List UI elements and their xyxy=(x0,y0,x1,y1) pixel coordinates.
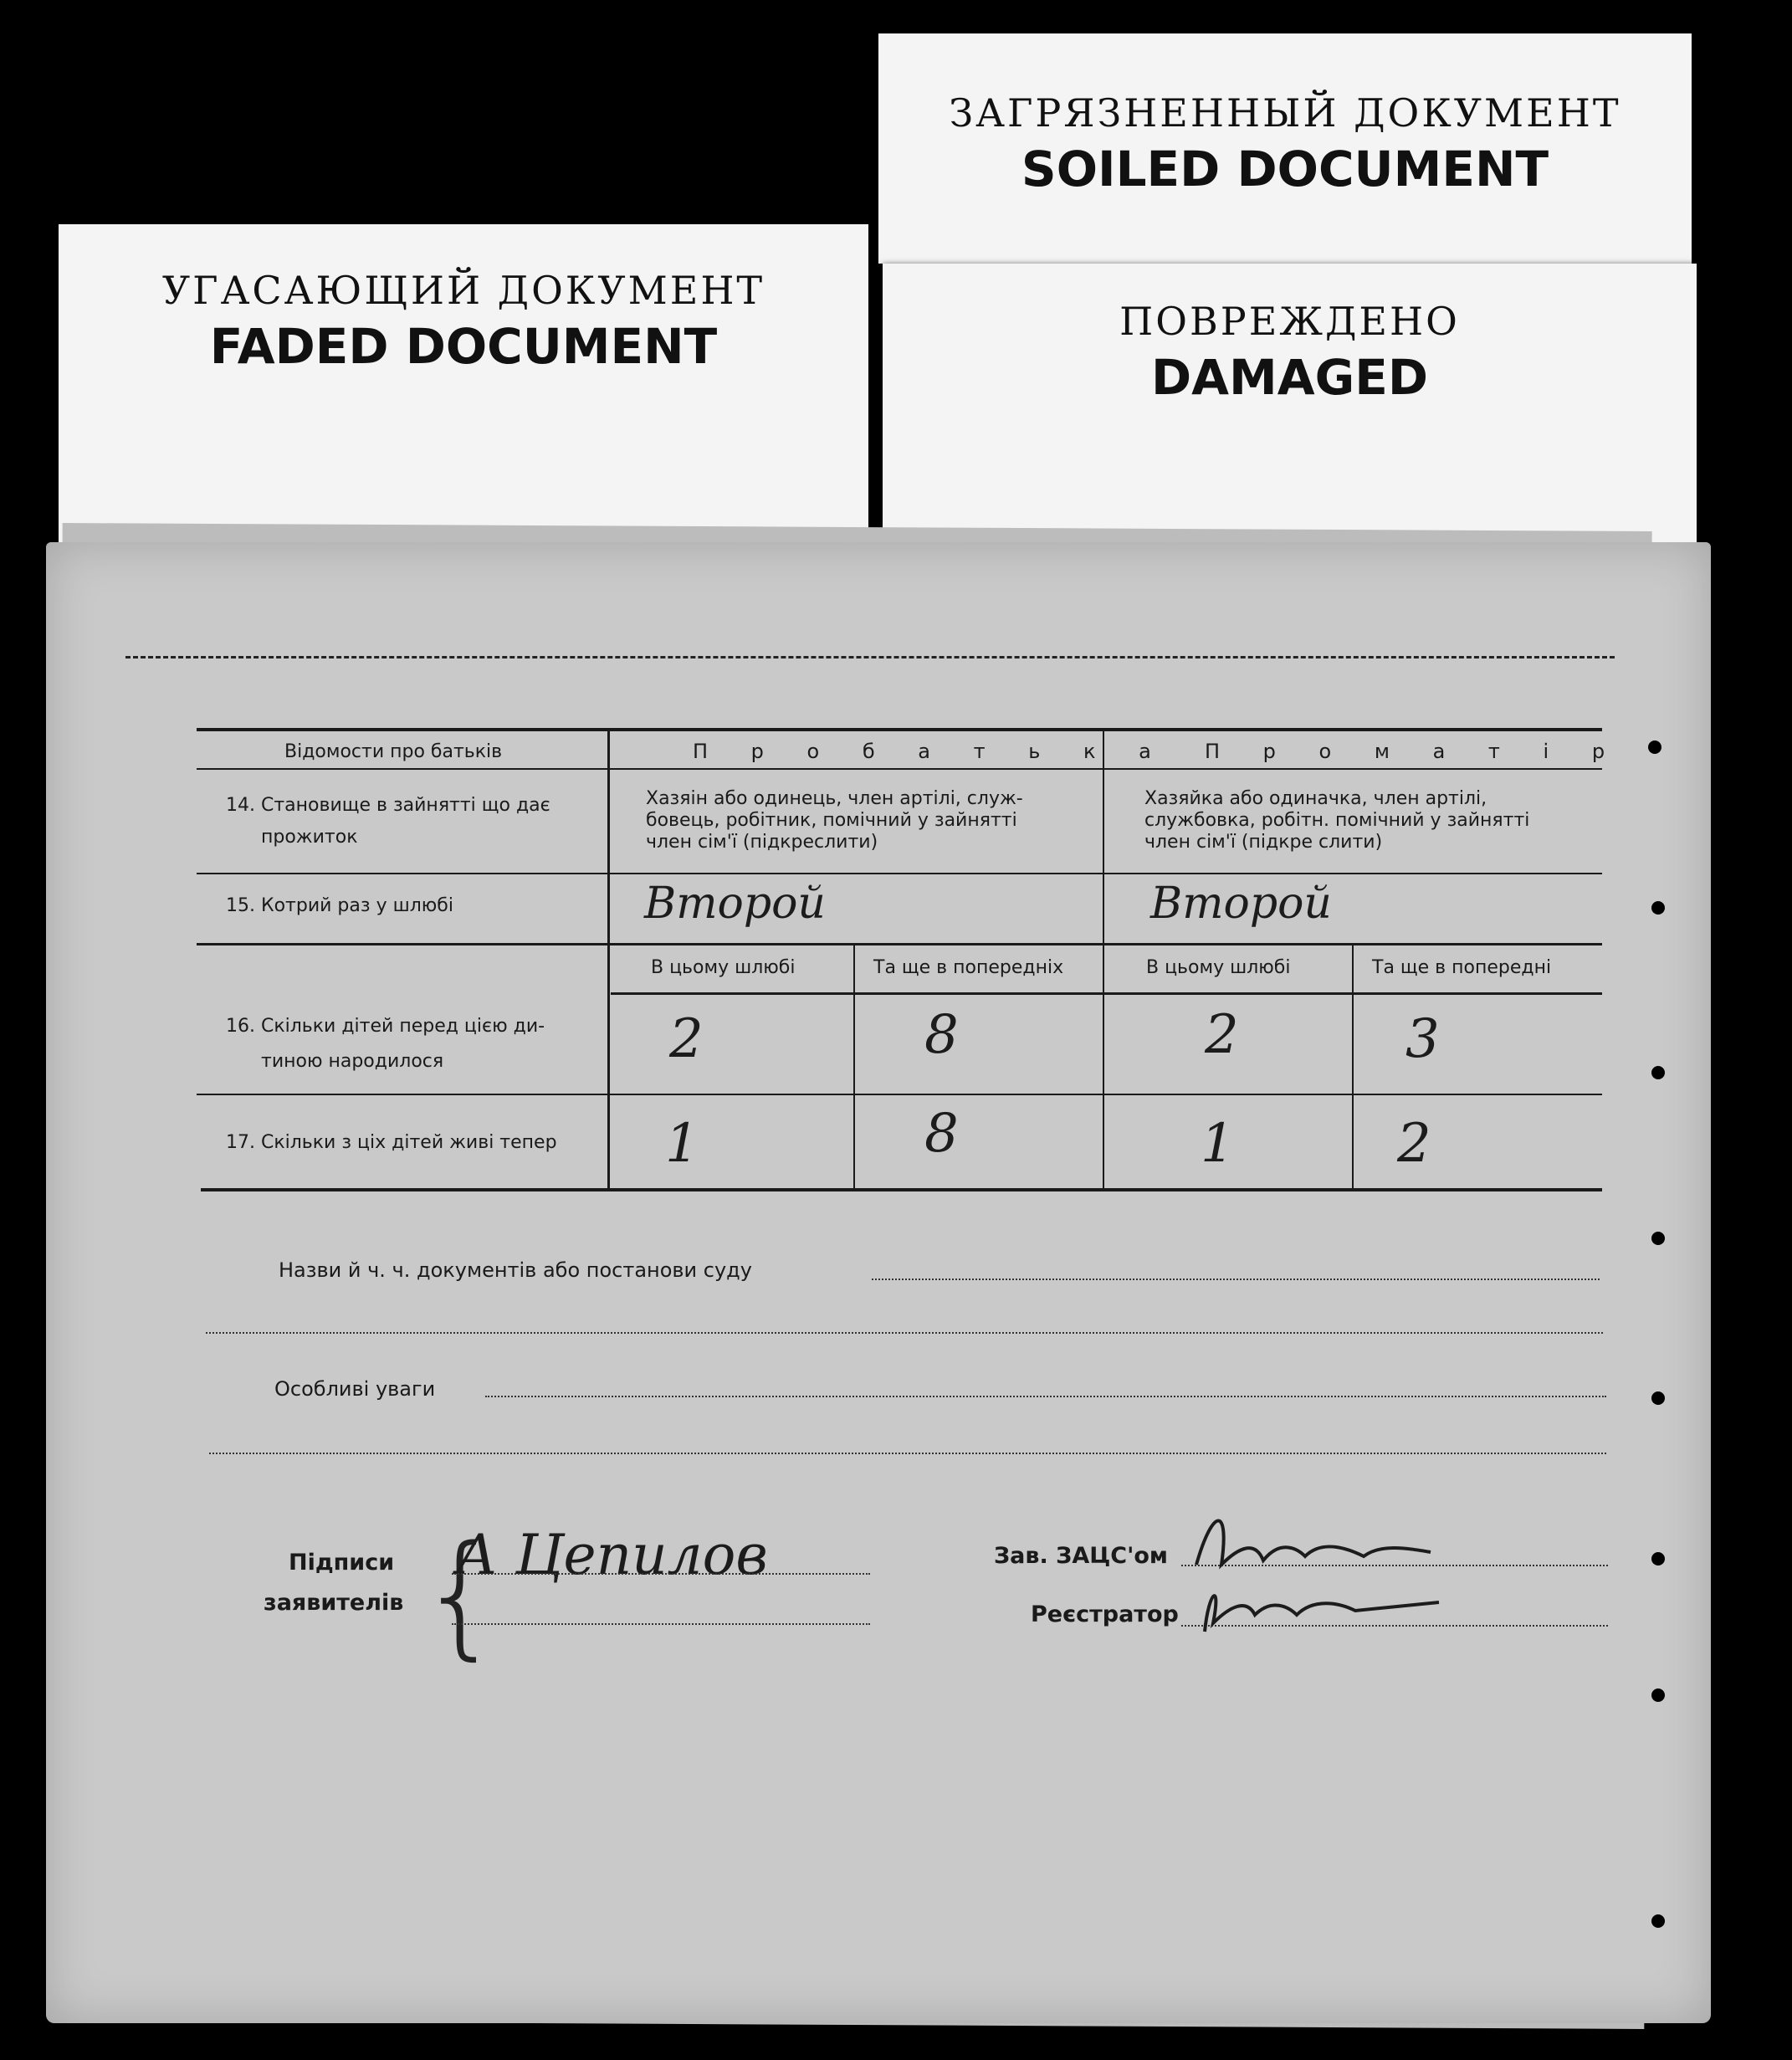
mother-marriage-count: Второй xyxy=(1150,879,1332,929)
mother-occupation-line1: Хазяйка або одиначка, член артілі, xyxy=(1144,788,1487,809)
faded-document-card xyxy=(59,224,868,559)
documents-label: Назви й ч. ч. документів або постанови суду xyxy=(279,1258,752,1282)
father-marriage-count: Второй xyxy=(644,879,826,929)
signature-brace: { xyxy=(418,1516,504,1673)
father-children-this: 2 xyxy=(669,1008,704,1070)
punch-hole xyxy=(1651,901,1665,915)
father-this-marriage-header: В цьому шлюбі xyxy=(651,957,796,978)
soiled-ru-label: ЗАГРЯЗНЕННЫЙ ДОКУМЕНТ xyxy=(949,90,1621,136)
row15-label: 15. Котрий раз у шлюбі xyxy=(226,895,453,916)
soiled-document-card xyxy=(878,33,1692,264)
perforation-line xyxy=(125,656,1615,658)
row14-label: 14. Становище в зайнятті що дає xyxy=(226,795,550,816)
damaged-ru-label: ПОВРЕЖДЕНО xyxy=(1119,299,1460,344)
faded-ru-label: УГАСАЮЩИЙ ДОКУМЕНТ xyxy=(161,268,765,313)
mother-occupation-line2: службовка, робітн. помічний у зайнятті xyxy=(1144,810,1530,831)
applicant-signature-line-2 xyxy=(452,1623,870,1625)
row15-rule xyxy=(197,943,1602,945)
registrar-label: Реєстратор xyxy=(1031,1601,1179,1627)
head-label: Зав. ЗАЦС'ом xyxy=(994,1543,1168,1569)
section-header: Відомости про батьків xyxy=(284,741,503,762)
mother-column-header: П р о м а т і р xyxy=(1205,740,1624,763)
soiled-en-label: SOILED DOCUMENT xyxy=(1021,141,1549,197)
table-bottom-rule xyxy=(201,1188,1602,1191)
mother-children-previous: 3 xyxy=(1405,1008,1440,1070)
punch-hole xyxy=(1651,1552,1665,1565)
header-rule xyxy=(197,768,1602,770)
punch-hole xyxy=(1651,1391,1665,1405)
official-signatures xyxy=(1188,1498,1456,1648)
father-living-previous: 8 xyxy=(924,1103,959,1165)
row17-label: 17. Скільки з ціх дітей живі тепер xyxy=(226,1132,557,1153)
row14-rule xyxy=(197,873,1602,874)
mother-occupation-line3: член сім'ї (підкре слити) xyxy=(1144,832,1383,853)
form-sheet xyxy=(46,542,1711,2023)
mother-previous-header: Та ще в попередні xyxy=(1372,957,1552,978)
punch-hole xyxy=(1651,1914,1665,1928)
father-previous-header: Та ще в попередніх xyxy=(873,957,1064,978)
col-divider-father xyxy=(853,945,855,1190)
documents-line xyxy=(872,1279,1600,1280)
faded-en-label: FADED DOCUMENT xyxy=(209,318,718,375)
punch-hole xyxy=(1648,740,1661,754)
mother-children-this: 2 xyxy=(1205,1004,1239,1066)
signatures-label: Підписи xyxy=(289,1550,395,1576)
notes-label: Особливі уваги xyxy=(274,1377,436,1401)
punch-hole xyxy=(1651,1232,1665,1245)
father-children-previous: 8 xyxy=(924,1004,959,1066)
punch-hole xyxy=(1651,1066,1665,1079)
damaged-document-card xyxy=(883,264,1697,565)
col-divider-label xyxy=(607,730,610,1190)
row16-label-cont: тиною народилося xyxy=(261,1051,444,1072)
row16-rule xyxy=(197,1094,1602,1095)
applicant-signature: А Цепилов xyxy=(456,1523,768,1587)
mother-this-marriage-header: В цьому шлюбі xyxy=(1146,957,1291,978)
father-living-this: 1 xyxy=(665,1113,699,1175)
row14-label-cont: прожиток xyxy=(261,827,358,848)
col-divider-parents xyxy=(1103,730,1104,1190)
signatures-label-cont: заявителів xyxy=(264,1590,404,1616)
applicant-signature-line xyxy=(452,1573,870,1575)
row16-label: 16. Скільки дітей перед цією ди- xyxy=(226,1016,545,1037)
table-top-rule xyxy=(197,728,1602,731)
notes-line-2 xyxy=(209,1453,1606,1454)
notes-line xyxy=(485,1396,1606,1397)
mother-living-this: 1 xyxy=(1201,1113,1235,1175)
father-column-header: П р о б а т ь к а xyxy=(693,740,1170,763)
col-divider-mother xyxy=(1352,945,1354,1190)
mother-living-previous: 2 xyxy=(1397,1113,1431,1175)
damaged-en-label: DAMAGED xyxy=(1150,349,1428,406)
father-occupation-line2: бовець, робітник, помічний у зайнятті xyxy=(646,810,1017,831)
father-occupation-line1: Хазяін або одинець, член артілі, служ- xyxy=(646,788,1023,809)
subheader-rule xyxy=(611,992,1602,995)
documents-line-2 xyxy=(206,1332,1603,1334)
punch-hole xyxy=(1651,1688,1665,1702)
father-occupation-line3: член сім'ї (підкреслити) xyxy=(646,832,878,853)
